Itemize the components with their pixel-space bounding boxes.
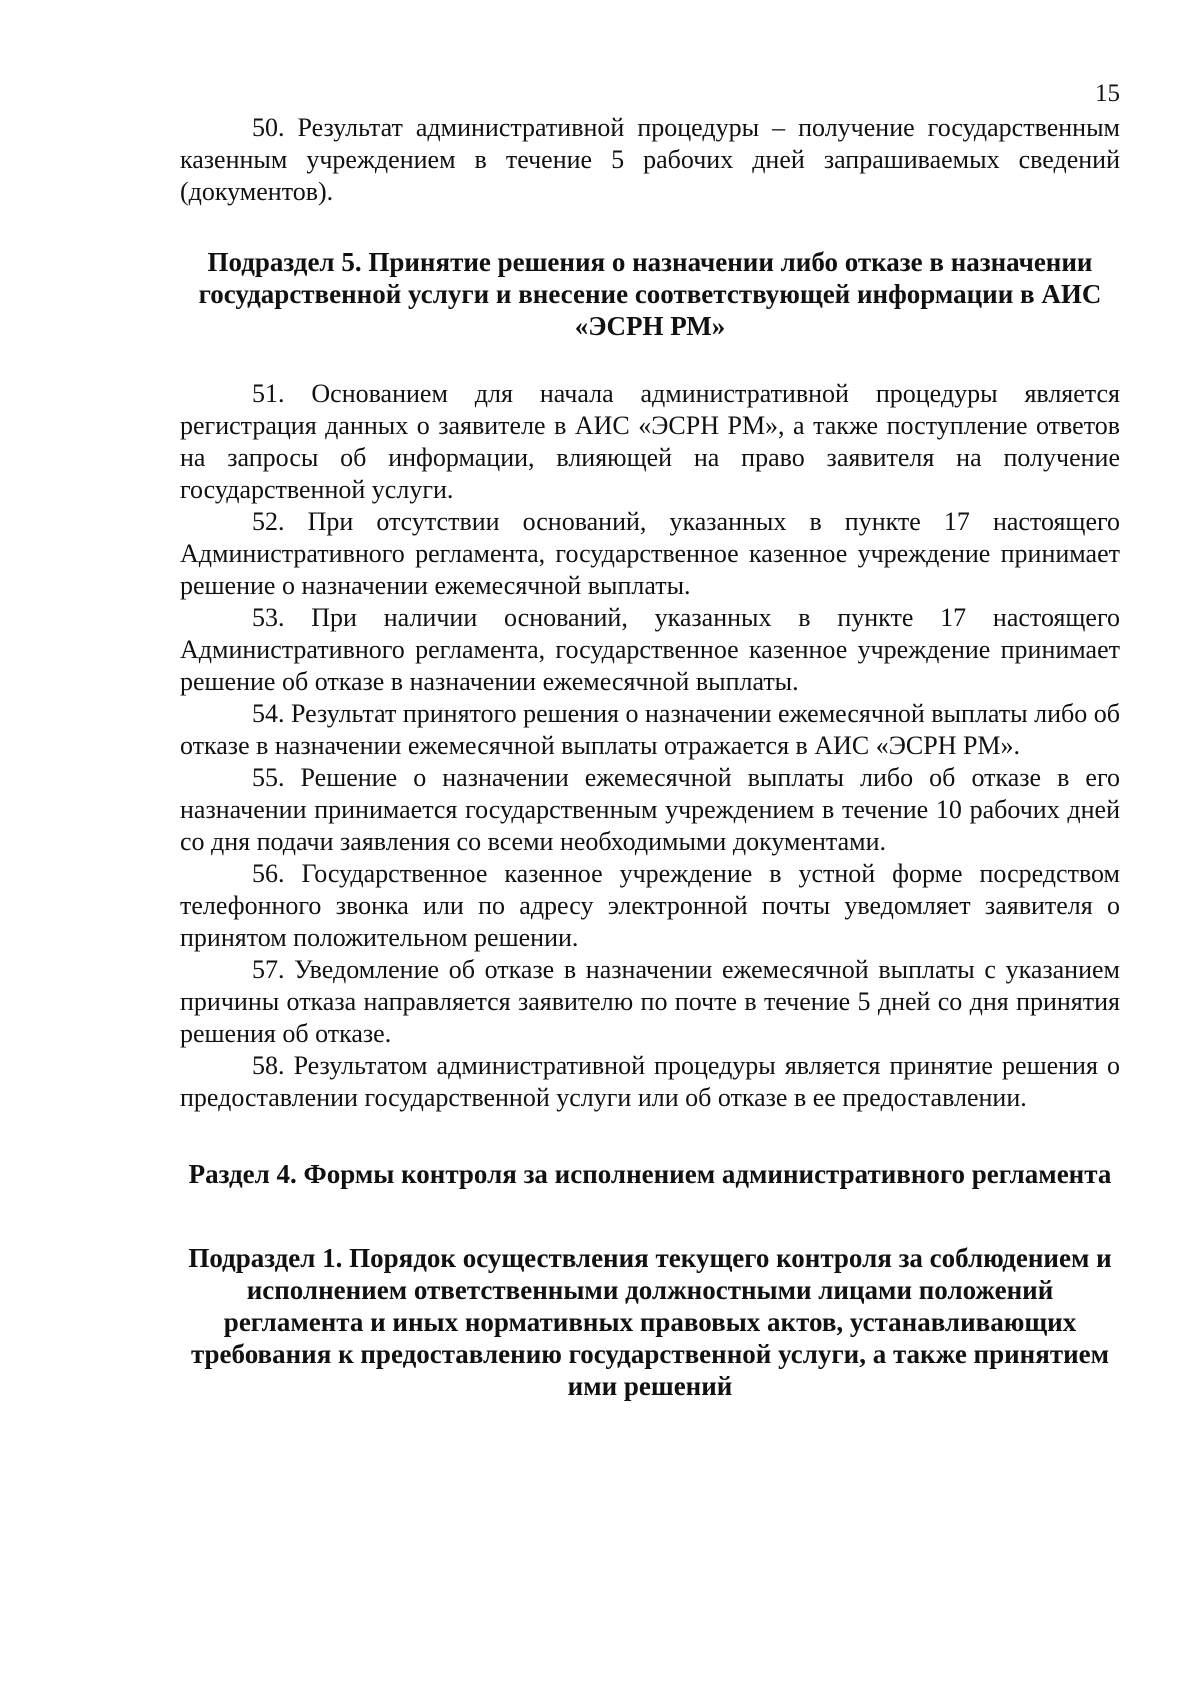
paragraph-55: 55. Решение о назначении ежемесячной выплаты либо об отказе в его назначении принимается государственным учреждением в течение 10 рабочих дней со дня подачи заявления со всеми необходимыми документами. <box>180 763 1120 856</box>
paragraph-56: 56. Государственное казенное учреждение в устной форме посредством телефонного звонка или по адресу электронной почты уведомляет заявителя о принятом положительном решении. <box>180 859 1120 952</box>
subsection-1-heading: Подраздел 1. Порядок осуществления текущего контроля за соблюдением и исполнением ответственными должностными лицами положений регламента и иных нормативных правовых актов, устанавливающих требования к предоставлению государственной услуги, а также принятием ими решений <box>188 1243 1112 1401</box>
paragraph-58: 58. Результатом административной процедуры является принятие решения о предоставлении государственной услуги или об отказе в ее предоставлении. <box>180 1051 1120 1112</box>
paragraph-54: 54. Результат принятого решения о назначении ежемесячной выплаты либо об отказе в назначении ежемесячной выплаты отражается в АИС «ЭСРН РМ». <box>180 699 1120 760</box>
paragraph-50: 50. Результат административной процедуры – получение государственным казенным учреждением в течение 5 рабочих дней запрашиваемых сведений (документов). <box>180 113 1120 206</box>
paragraph-52: 52. При отсутствии оснований, указанных в пункте 17 настоящего Административного регламента, государственное казенное учреждение принимает решение о назначении ежемесячной выплаты. <box>180 507 1120 600</box>
subsection-5-heading: Подраздел 5. Принятие решения о назначении либо отказе в назначении государственной услуги и внесение соответствующей информации в АИС «ЭСРН РМ» <box>198 247 1102 341</box>
section-4-heading: Раздел 4. Формы контроля за исполнением административного регламента <box>188 1159 1112 1189</box>
paragraph-53: 53. При наличии оснований, указанных в пункте 17 настоящего Административного регламента, государственное казенное учреждение принимает решение об отказе в назначении ежемесячной выплаты. <box>180 603 1120 696</box>
page-number: 15 <box>1095 80 1120 107</box>
paragraph-51: 51. Основанием для начала административной процедуры является регистрация данных о заявителе в АИС «ЭСРН РМ», а также поступление ответов на запросы об информации, влияющей на право заявителя на получение государственной услуги. <box>180 379 1120 504</box>
document-body <box>180 112 1120 1402</box>
paragraph-57: 57. Уведомление об отказе в назначении ежемесячной выплаты с указанием причины отказа направляется заявителю по почте в течение 5 дней со дня принятия решения об отказе. <box>180 955 1120 1048</box>
